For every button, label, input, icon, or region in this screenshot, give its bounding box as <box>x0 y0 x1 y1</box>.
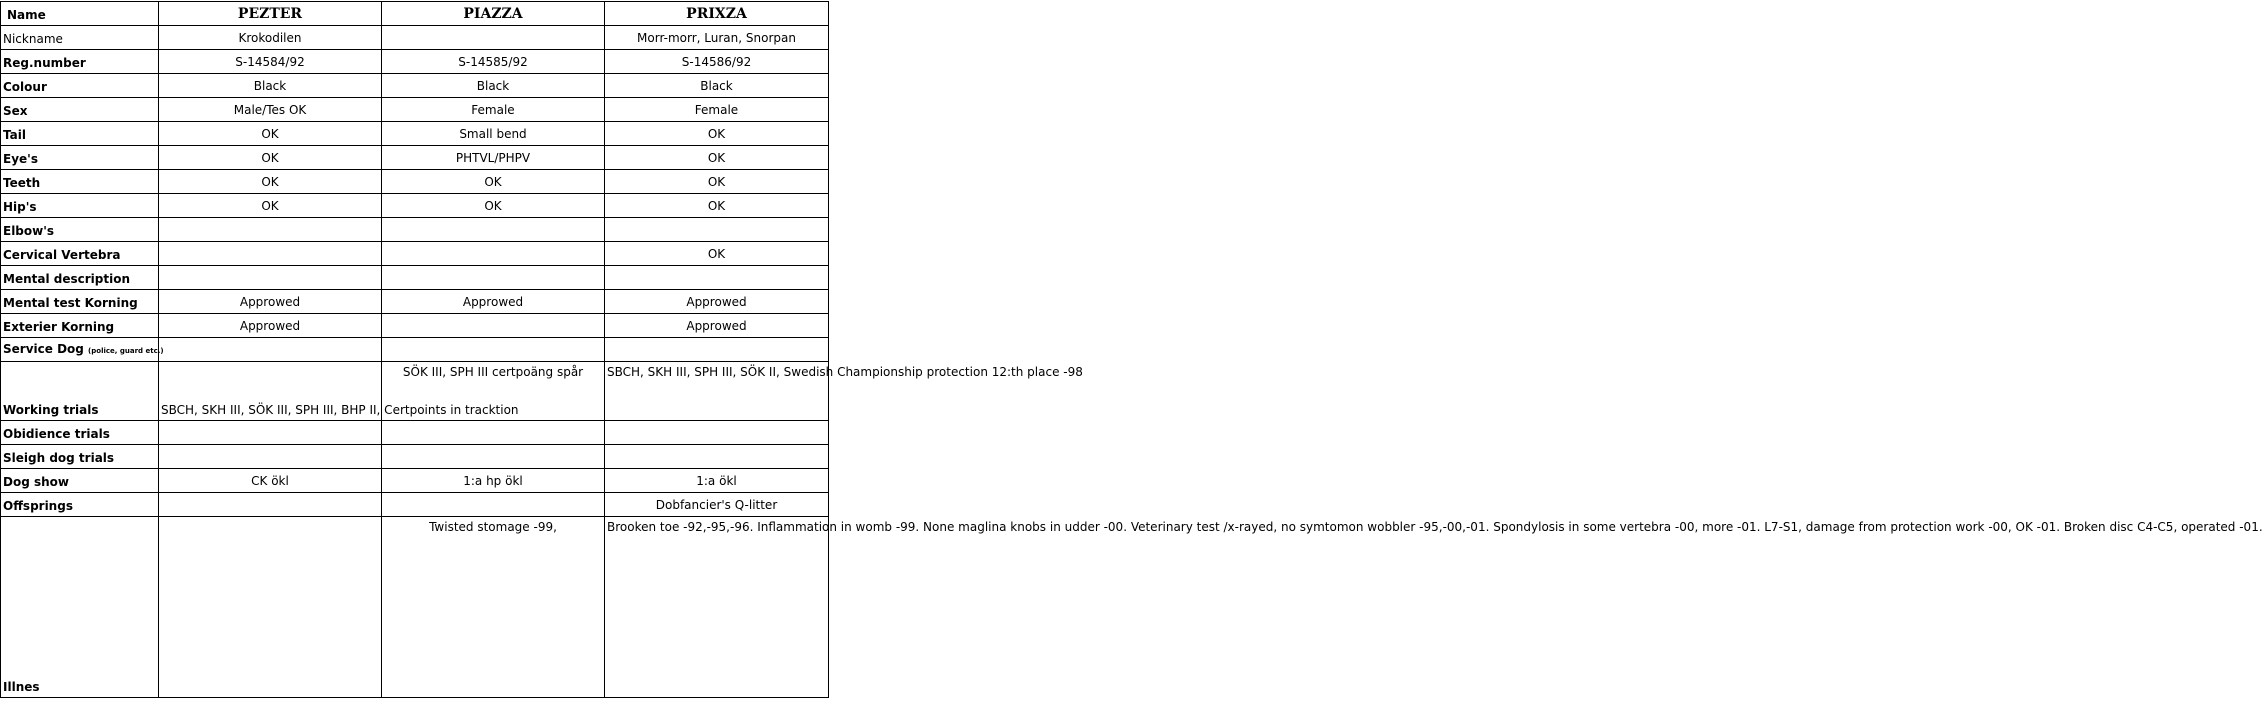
dog-name-pezter: PEZTER <box>159 2 382 26</box>
row-label-nickname: Nickname <box>1 26 159 50</box>
cell-offsprings-piazza <box>382 493 605 517</box>
table-row-dogshow <box>1 469 829 493</box>
row-label-offsprings: Offsprings <box>1 493 159 517</box>
dog-name-piazza: PIAZZA <box>382 2 605 26</box>
cell-regnumber-piazza: S-14585/92 <box>382 50 605 74</box>
cell-obidience-piazza <box>382 421 605 445</box>
row-label-sleigh: Sleigh dog trials <box>1 445 159 469</box>
cell-dogshow-prixza: 1:a ökl <box>605 469 829 493</box>
table-row-offsprings <box>1 493 829 517</box>
cell-eyes-pezter: OK <box>159 146 382 170</box>
table-row-sleigh <box>1 445 829 469</box>
table-row-eyes <box>1 146 829 170</box>
table-row-working <box>1 362 829 421</box>
cell-colour-prixza: Black <box>605 74 829 98</box>
cell-eyes-prixza: OK <box>605 146 829 170</box>
cell-exterier-prixza: Approwed <box>605 314 829 338</box>
cell-hips-prixza: OK <box>605 194 829 218</box>
table-row-sex <box>1 98 829 122</box>
cell-sleigh-prixza <box>605 445 829 469</box>
row-label-working: Working trials <box>1 362 159 421</box>
cell-working-piazza: SÖK III, SPH III certpoäng spår <box>382 362 605 421</box>
cell-teeth-prixza: OK <box>605 170 829 194</box>
cell-tail-pezter: OK <box>159 122 382 146</box>
cell-mental-description-piazza <box>382 266 605 290</box>
row-label-teeth: Teeth <box>1 170 159 194</box>
cell-dogshow-pezter: CK ökl <box>159 469 382 493</box>
cell-offsprings-pezter <box>159 493 382 517</box>
cell-nickname-prixza: Morr-morr, Luran, Snorpan <box>605 26 829 50</box>
row-label-mental-test: Mental test Korning <box>1 290 159 314</box>
row-label-hips: Hip's <box>1 194 159 218</box>
cell-regnumber-pezter: S-14584/92 <box>159 50 382 74</box>
table-row-service <box>1 338 829 362</box>
row-label-mental-description: Mental description <box>1 266 159 290</box>
table-row-teeth <box>1 170 829 194</box>
cell-sleigh-piazza <box>382 445 605 469</box>
table-row-elbows <box>1 218 829 242</box>
table-row-illnes <box>1 517 829 698</box>
row-label-eyes: Eye's <box>1 146 159 170</box>
cell-sex-piazza: Female <box>382 98 605 122</box>
header-row <box>1 2 829 26</box>
row-label-tail: Tail <box>1 122 159 146</box>
table-row-nickname <box>1 26 829 50</box>
cell-cervical-prixza: OK <box>605 242 829 266</box>
cell-service-pezter <box>159 338 382 362</box>
cell-mental-test-prixza: Approwed <box>605 290 829 314</box>
cell-working-prixza: SBCH, SKH III, SPH III, SÖK II, Swedish Championship protection 12:th place -98 <box>605 362 829 421</box>
cell-nickname-pezter: Krokodilen <box>159 26 382 50</box>
cell-teeth-pezter: OK <box>159 170 382 194</box>
row-label-exterier: Exterier Korning <box>1 314 159 338</box>
cell-obidience-prixza <box>605 421 829 445</box>
cell-offsprings-prixza: Dobfancier's Q-litter <box>605 493 829 517</box>
cell-service-prixza <box>605 338 829 362</box>
table-row-obidience <box>1 421 829 445</box>
cell-hips-piazza: OK <box>382 194 605 218</box>
cell-exterier-piazza <box>382 314 605 338</box>
cell-sleigh-pezter <box>159 445 382 469</box>
table-row-hips <box>1 194 829 218</box>
cell-sex-pezter: Male/Tes OK <box>159 98 382 122</box>
cell-hips-pezter: OK <box>159 194 382 218</box>
cell-service-piazza <box>382 338 605 362</box>
cell-exterier-pezter: Approwed <box>159 314 382 338</box>
cell-elbows-prixza <box>605 218 829 242</box>
cell-mental-test-piazza: Approwed <box>382 290 605 314</box>
row-label-colour: Colour <box>1 74 159 98</box>
dog-name-prixza: PRIXZA <box>605 2 829 26</box>
header-name-label: Name <box>1 2 159 26</box>
row-label-cervical: Cervical Vertebra <box>1 242 159 266</box>
cell-colour-piazza: Black <box>382 74 605 98</box>
cell-cervical-pezter <box>159 242 382 266</box>
table-row-cervical <box>1 242 829 266</box>
table-row-mental-test <box>1 290 829 314</box>
row-label-elbows: Elbow's <box>1 218 159 242</box>
row-label-regnumber: Reg.number <box>1 50 159 74</box>
cell-working-pezter: SBCH, SKH III, SÖK III, SPH III, BHP II, Certpoints in tracktion <box>159 362 382 421</box>
row-label-service <box>1 338 164 362</box>
service-dog-label: Service Dog <box>3 342 84 356</box>
cell-sex-prixza: Female <box>605 98 829 122</box>
cell-cervical-piazza <box>382 242 605 266</box>
table-row-mental-description <box>1 266 829 290</box>
cell-illnes-pezter <box>159 517 382 698</box>
row-label-sex: Sex <box>1 98 159 122</box>
row-label-illnes: Illnes <box>1 517 159 698</box>
table-row-tail <box>1 122 829 146</box>
row-label-dogshow: Dog show <box>1 469 159 493</box>
cell-teeth-piazza: OK <box>382 170 605 194</box>
cell-mental-description-pezter <box>159 266 382 290</box>
dog-comparison-table <box>0 1 2263 698</box>
cell-mental-test-pezter: Approwed <box>159 290 382 314</box>
cell-illnes-prixza: Brooken toe -92,-95,-96. Inflammation in womb -99. None maglina knobs in udder -00. Veterinary test /x-rayed, no symtomon wobbler -95,-00,-01. Spondylosis in some vertebra -00, more -01. L7-S1, damage from protection work -00, OK -01. Broken disc C4-C5, operated -01. <box>605 517 829 698</box>
cell-obidience-pezter <box>159 421 382 445</box>
cell-mental-description-prixza <box>605 266 829 290</box>
cell-eyes-piazza: PHTVL/PHPV <box>382 146 605 170</box>
cell-illnes-piazza: Twisted stomage -99, <box>382 517 605 698</box>
cell-colour-pezter: Black <box>159 74 382 98</box>
service-dog-note: (police, guard etc.) <box>88 347 164 355</box>
cell-nickname-piazza <box>382 26 605 50</box>
table-row-regnumber <box>1 50 829 74</box>
cell-dogshow-piazza: 1:a hp ökl <box>382 469 605 493</box>
table-row-colour <box>1 74 829 98</box>
cell-tail-prixza: OK <box>605 122 829 146</box>
cell-tail-piazza: Small bend <box>382 122 605 146</box>
table-row-exterier <box>1 314 829 338</box>
cell-regnumber-prixza: S-14586/92 <box>605 50 829 74</box>
cell-elbows-pezter <box>159 218 382 242</box>
row-label-obidience: Obidience trials <box>1 421 159 445</box>
cell-elbows-piazza <box>382 218 605 242</box>
